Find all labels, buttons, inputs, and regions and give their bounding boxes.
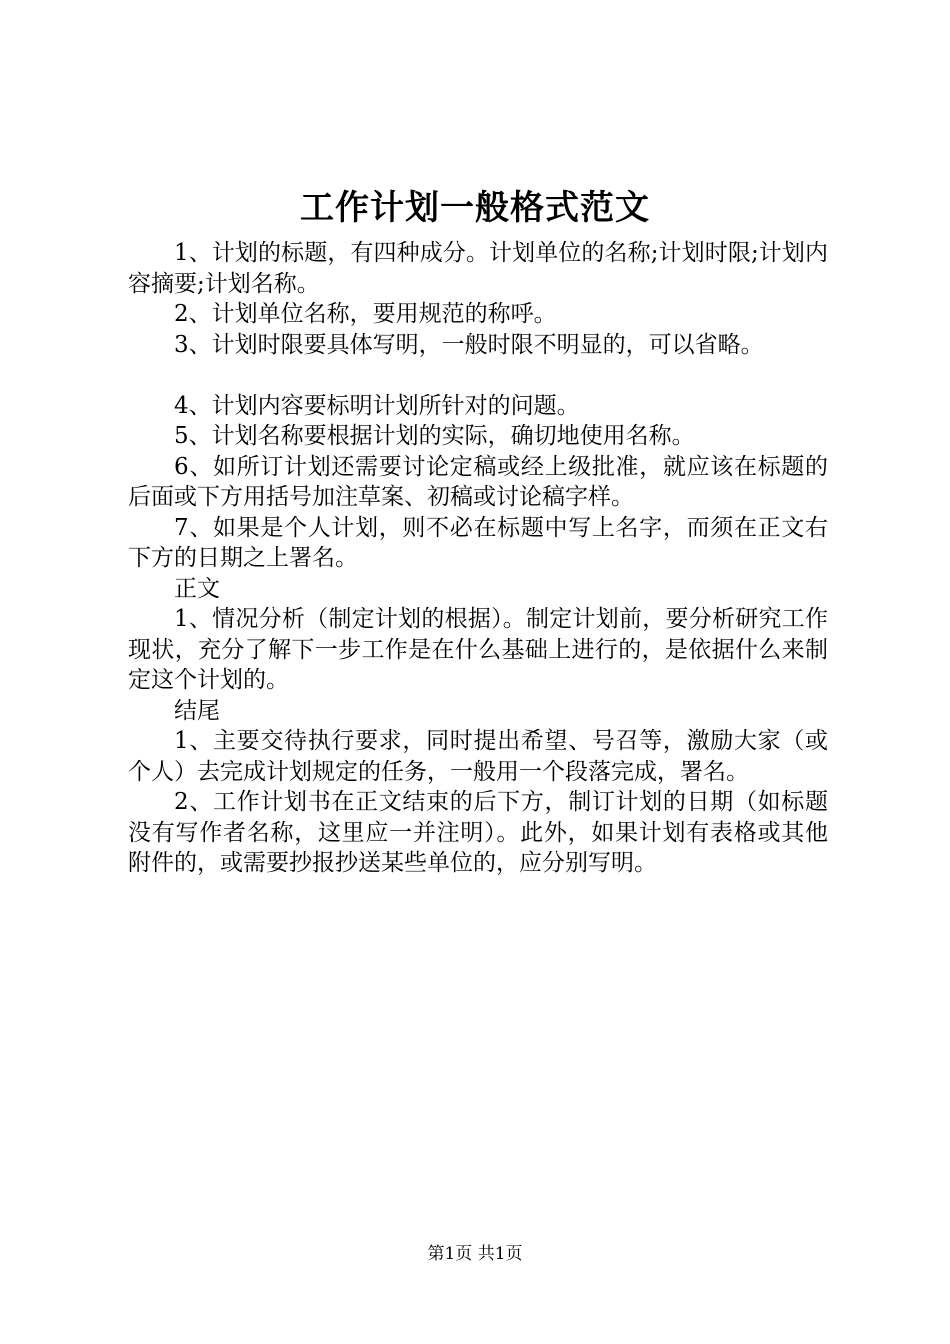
paragraph: 3、计划时限要具体写明，一般时限不明显的，可以省略。 — [174, 331, 764, 358]
document-body — [128, 238, 828, 879]
section-heading: 结尾 — [174, 697, 220, 724]
blank-line — [128, 360, 828, 391]
paragraph: 7、如果是个人计划，则不必在标题中写上名字，而须在正文右下方的日期之上署名。 — [128, 514, 828, 571]
paragraph: 1、计划的标题，有四种成分。计划单位的名称;计划时限;计划内容摘要;计划名称。 — [128, 240, 828, 297]
section-heading: 正文 — [174, 575, 220, 602]
paragraph: 2、工作计划书在正文结束的后下方，制订计划的日期（如标题没有写作者名称，这里应一并注明）。此外，如果计划有表格或其他附件的，或需要抄报抄送某些单位的，应分别写明。 — [128, 789, 828, 876]
paragraph: 1、主要交待执行要求，同时提出希望、号召等，激励大家（或个人）去完成计划规定的任务，一般用一个段落完成，署名。 — [128, 728, 828, 785]
paragraph: 1、情况分析（制定计划的根据）。制定计划前，要分析研究工作现状，充分了解下一步工作是在什么基础上进行的，是依据什么来制定这个计划的。 — [128, 606, 828, 693]
paragraph: 6、如所订计划还需要讨论定稿或经上级批准，就应该在标题的后面或下方用括号加注草案、初稿或讨论稿字样。 — [128, 453, 828, 510]
document-title: 工作计划一般格式范文 — [300, 188, 650, 228]
page-footer: 第1页 共1页 — [427, 1244, 523, 1264]
paragraph: 4、计划内容要标明计划所针对的问题。 — [174, 392, 580, 419]
paragraph: 2、计划单位名称，要用规范的称呼。 — [174, 301, 557, 327]
paragraph: 5、计划名称要根据计划的实际，确切地使用名称。 — [174, 423, 695, 449]
